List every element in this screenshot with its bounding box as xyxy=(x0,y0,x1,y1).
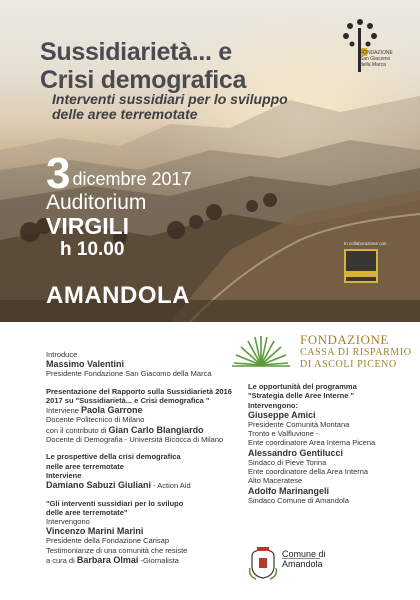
interventions-label: Intervengono xyxy=(46,517,90,527)
strategy-role-1a: Presidente Comunità Montana xyxy=(248,419,350,429)
venue-line-1: Auditorium xyxy=(46,191,147,214)
intro-speaker: Massimo Valentini xyxy=(46,359,125,370)
intro-role: Presidente Fondazione San Giacomo della Marca xyxy=(46,369,212,379)
interventions-title-1: "Gli interventi sussidiari per lo svilupo xyxy=(46,498,184,508)
intro-label: Introduce xyxy=(46,350,78,359)
title-line-2: Crisi demografica xyxy=(40,66,247,94)
title-line-1: Sussidiarietà... e xyxy=(40,38,232,66)
strategy-title-1: Le opportunità del programma xyxy=(248,382,357,391)
event-title xyxy=(40,38,340,94)
event-date xyxy=(46,149,192,198)
comune-label-2: Amandola xyxy=(282,559,323,569)
fondazione-line-3: DI ASCOLI PICENO xyxy=(300,359,397,370)
strategy-role-2c: Alto Maceratese xyxy=(248,476,303,486)
subtitle-line-1: Interventi sussidiari per lo sviluppo xyxy=(52,91,288,107)
program-right-column xyxy=(248,382,408,505)
venue-line-2: VIRGILI xyxy=(46,213,130,239)
strategy-label: Intervengono: xyxy=(248,400,298,410)
presentation-title-2: 2017 su "Sussidiarietà... e Crisi demografica " xyxy=(46,395,210,405)
san-giacomo-logo-icon xyxy=(338,18,398,78)
presentation-contributor: con il contributo di Gian Carlo Blangiardo xyxy=(46,424,204,435)
presentation-speaker: Interviene Paola Garrone xyxy=(46,405,143,416)
collaboration-label: In collaborazione con xyxy=(344,241,387,246)
strategy-role-3: Sindaco Comune di Amandola xyxy=(248,495,349,505)
strategy-role-1b: Tronto e Valfluvione - xyxy=(248,429,319,439)
fondazione-line-2: CASSA DI RISPARMIO xyxy=(300,347,412,358)
comune-crest-icon xyxy=(248,546,278,580)
strategy-speaker-1: Giuseppe Amici xyxy=(248,409,316,420)
strategy-speaker-3: Adolfo Marinangeli xyxy=(248,485,329,496)
collaboration-logo-icon xyxy=(344,249,378,283)
prospects-title-2: nelle aree terremotate xyxy=(46,461,124,471)
program-left-column xyxy=(46,350,236,565)
fondazione-name: FONDAZIONE xyxy=(300,332,389,347)
strategy-role-2a: Sindaco di Pieve Torina xyxy=(248,457,327,467)
san-giacomo-logo-text: FONDAZIONE San Giacomo della Marca xyxy=(360,50,393,68)
fondazione-carisap-logo-icon xyxy=(228,333,294,369)
prospects-title-1: Le prospettive della crisi demografica xyxy=(46,452,181,462)
event-time: h 10.00 xyxy=(60,239,125,260)
presentation-speaker-role: Docente Politecnico di Milano xyxy=(46,415,145,425)
date-month-year: dicembre 2017 xyxy=(72,169,192,189)
date-day: 3 xyxy=(46,149,71,198)
strategy-role-2b: Ente coordinatore della Area Interna xyxy=(248,467,369,477)
strategy-title-2: "Strategia delle Aree Interne " xyxy=(248,391,355,401)
strategy-role-1c: Ente coordinatore Area Interna Picena xyxy=(248,438,376,448)
prospects-label: Interviene xyxy=(46,470,82,480)
event-subtitle xyxy=(52,92,322,122)
interventions-note: Testimonianze di una comunità che resiste xyxy=(46,545,188,555)
prospects-speaker: Damiano Sabuzi Giuliani - Action Aid xyxy=(46,480,191,491)
interventions-speaker-2: a cura di Barbara Olmai -Giornalista xyxy=(46,555,179,566)
comune-label-1: Comune di xyxy=(282,549,326,559)
strategy-speaker-2: Alessandro Gentilucci xyxy=(248,447,344,458)
event-city: AMANDOLA xyxy=(46,282,190,309)
presentation-title-1: Presentazione del Rapporto sulla Sussidiarietà 2016 xyxy=(46,386,232,396)
subtitle-line-2: delle aree terremotate xyxy=(52,106,198,122)
interventions-role-1: Presidente della Fondazione Carisap xyxy=(46,536,169,546)
interventions-speaker-1: Vincenzo Marini Marini xyxy=(46,526,144,537)
presentation-contributor-role: Docente di Demografia - Università Bicocca di Milano xyxy=(46,435,224,445)
interventions-title-2: delle aree terremotate" xyxy=(46,507,128,517)
